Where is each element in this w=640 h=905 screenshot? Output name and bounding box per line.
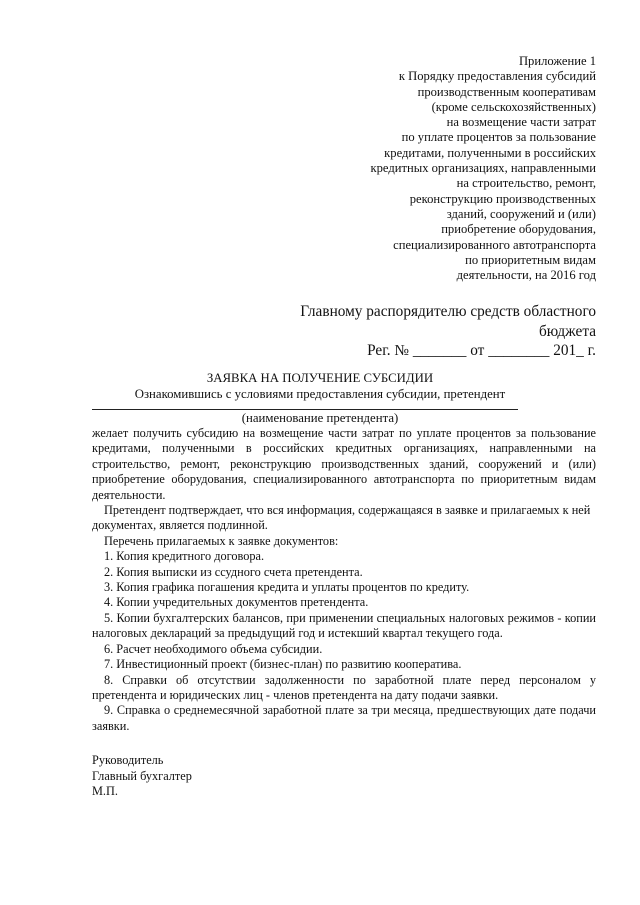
- applicant-name-blank: [92, 409, 518, 410]
- appendix-line: на возмещение части затрат: [446, 115, 596, 130]
- appendix-line: по приоритетным видам: [465, 252, 596, 267]
- reg-date-blank: ________: [488, 342, 550, 359]
- appendix-line: к Порядку предоставления субсидий: [398, 69, 596, 84]
- documents-list-item: 1. Копия кредитного договора.: [104, 549, 265, 564]
- appendix-line: специализированного автотранспорта: [393, 237, 596, 252]
- appendix-line: кредитами, полученными в российских: [384, 145, 596, 160]
- documents-list-title: Перечень прилагаемых к заявке документов:: [104, 533, 339, 548]
- appendix-header: [296, 54, 596, 283]
- reg-number-blank: _______: [412, 342, 467, 359]
- appendix-line: производственным кооперативам: [417, 84, 596, 99]
- documents-list-item: 6. Расчет необходимого объема субсидии.: [104, 641, 323, 656]
- confirm-paragraph: Претендент подтверждает, что вся информация, содержащаяся в заявке и прилагаемых к ней документах, является подлинной.: [92, 503, 591, 533]
- addressee-line: Главному распорядителю средств областного: [300, 303, 596, 320]
- documents-list-item: 7. Инвестиционный проект (бизнес-план) по развитию кооператива.: [104, 657, 462, 672]
- appendix-line: кредитных организациях, направленными: [370, 161, 596, 176]
- appendix-line: Приложение 1: [518, 54, 596, 68]
- addressee-line: бюджета: [538, 322, 596, 340]
- reg-year: 201_ г.: [553, 342, 596, 359]
- appendix-line: (кроме сельскохозяйственных): [431, 99, 596, 114]
- registration-line: [216, 341, 596, 361]
- documents-list-item: 4. Копии учредительных документов претендента.: [104, 595, 369, 610]
- appendix-line: зданий, сооружений и (или): [446, 206, 596, 221]
- head-signature-label: Руководитель: [92, 753, 164, 767]
- request-paragraph: желает получить субсидию на возмещение части затрат по уплате процентов за пользование кредитами, полученными в российских кредитных организациях, направленными на строительство, ремонт, реконструкцию производственных зданий, сооружений и (или) приобретение оборудования, специализированного автотранспорта по приоритетным видам деятельности.: [92, 426, 596, 502]
- signature-block: [92, 753, 192, 800]
- document-title: ЗАЯВКА НА ПОЛУЧЕНИЕ СУБСИДИИ: [206, 371, 434, 385]
- appendix-line: деятельности, на 2016 год: [456, 268, 596, 283]
- appendix-line: на строительство, ремонт,: [456, 176, 596, 191]
- documents-list-item: 3. Копия графика погашения кредита и уплаты процентов по кредиту.: [104, 580, 470, 595]
- documents-list-item: 2. Копия выписки из ссудного счета претендента.: [104, 564, 363, 579]
- documents-list-item: 9. Справка о среднемесячной заработной плате за три месяца, предшествующих дате подачи заявки.: [92, 703, 596, 733]
- application-body: [92, 426, 596, 734]
- accountant-signature-label: Главный бухгалтер: [92, 768, 192, 783]
- appendix-line: по уплате процентов за пользование: [401, 130, 596, 145]
- appendix-line: приобретение оборудования,: [441, 222, 596, 237]
- reg-number-label: Рег. №: [367, 342, 410, 359]
- addressee-block: [216, 302, 596, 361]
- intro-line: Ознакомившись с условиями предоставления субсидии, претендент: [134, 387, 506, 401]
- appendix-line: реконструкцию производственных: [409, 191, 596, 206]
- documents-list-item: 8. Справки об отсутствии задолженности по заработной плате перед персоналом у претендента и юридических лиц - членов претендента на дату подачи заявки.: [92, 672, 596, 702]
- applicant-caption: (наименование претендента): [241, 411, 399, 425]
- reg-date-label: от: [470, 342, 485, 359]
- seal-label: М.П.: [92, 784, 118, 798]
- documents-list-item: 5. Копии бухгалтерских балансов, при применении специальных налоговых режимов - копии налоговых деклараций за предыдущий год и истекший квартал текущего года.: [92, 610, 596, 641]
